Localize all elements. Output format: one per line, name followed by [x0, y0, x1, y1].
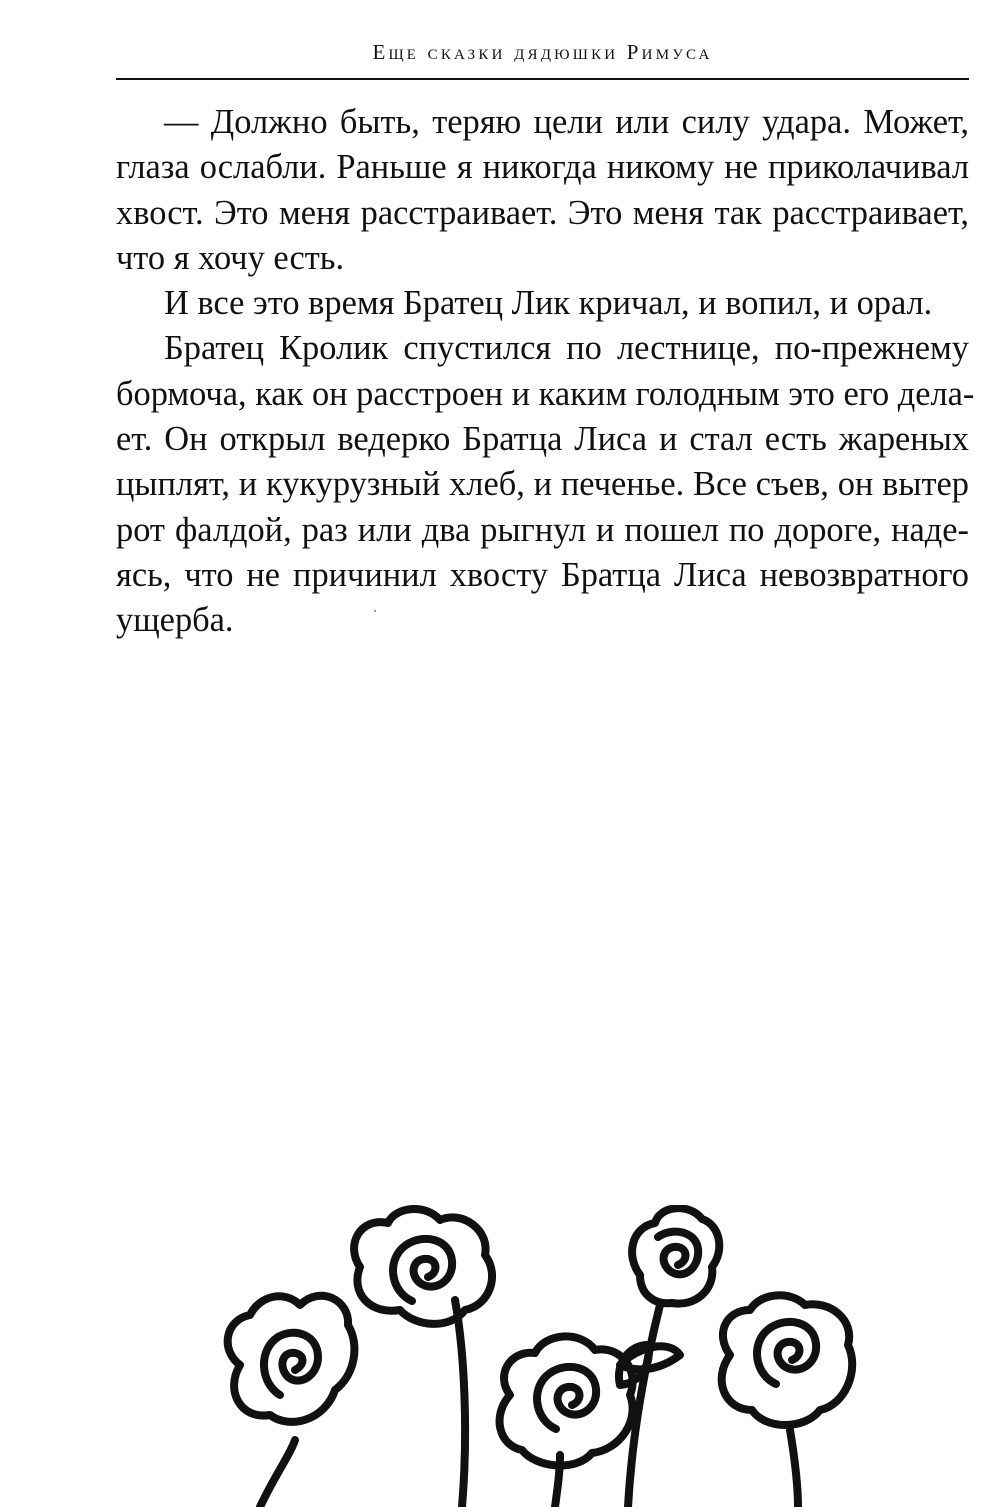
text-line: И все это время Братец Лик кричал, и вопил, и орал. — [164, 284, 933, 323]
rose-icon — [500, 1336, 680, 1507]
text-line: глаза ослабли. Раньше я никогда никому не приколачивал — [116, 148, 969, 187]
text-line: ясь, что не причинил хвосту Братца Лиса невозвратного — [116, 555, 969, 594]
text-line: бормоча, как он расстроен и каким голодным это его дела- — [116, 374, 975, 413]
running-head: Еще сказки дядюшки Римуса — [372, 40, 713, 64]
text-line: цыплят, и кукурузный хлеб, и печенье. Все съев, он вытер — [116, 465, 969, 504]
rose-icon — [228, 1296, 355, 1507]
text-line: Братец Кролик спустился по лестнице, по-прежнему — [164, 329, 969, 368]
paragraph-3 — [116, 326, 975, 643]
header-rule — [116, 78, 969, 80]
text-line: ет. Он открыл ведерко Братца Лиса и стал есть жареных — [116, 420, 969, 459]
rose-icon — [354, 1209, 492, 1507]
paragraph-1 — [116, 100, 969, 281]
text-line: рот фалдой, раз или два рыгнул и пошел по дороге, наде- — [116, 510, 969, 549]
print-speck — [374, 610, 376, 612]
text-line: что я хочу есть. — [116, 238, 345, 277]
text-line: — Должно быть, теряю цели или силу удара. Может, — [164, 103, 969, 141]
text-line: ущерба. — [116, 601, 234, 640]
paragraph-2 — [116, 281, 969, 326]
roses-illustration-icon — [200, 1205, 880, 1507]
rose-icon — [722, 1295, 853, 1507]
text-block — [116, 100, 975, 644]
text-line: хвост. Это меня расстраивает. Это меня так расстраивает, — [116, 193, 969, 232]
